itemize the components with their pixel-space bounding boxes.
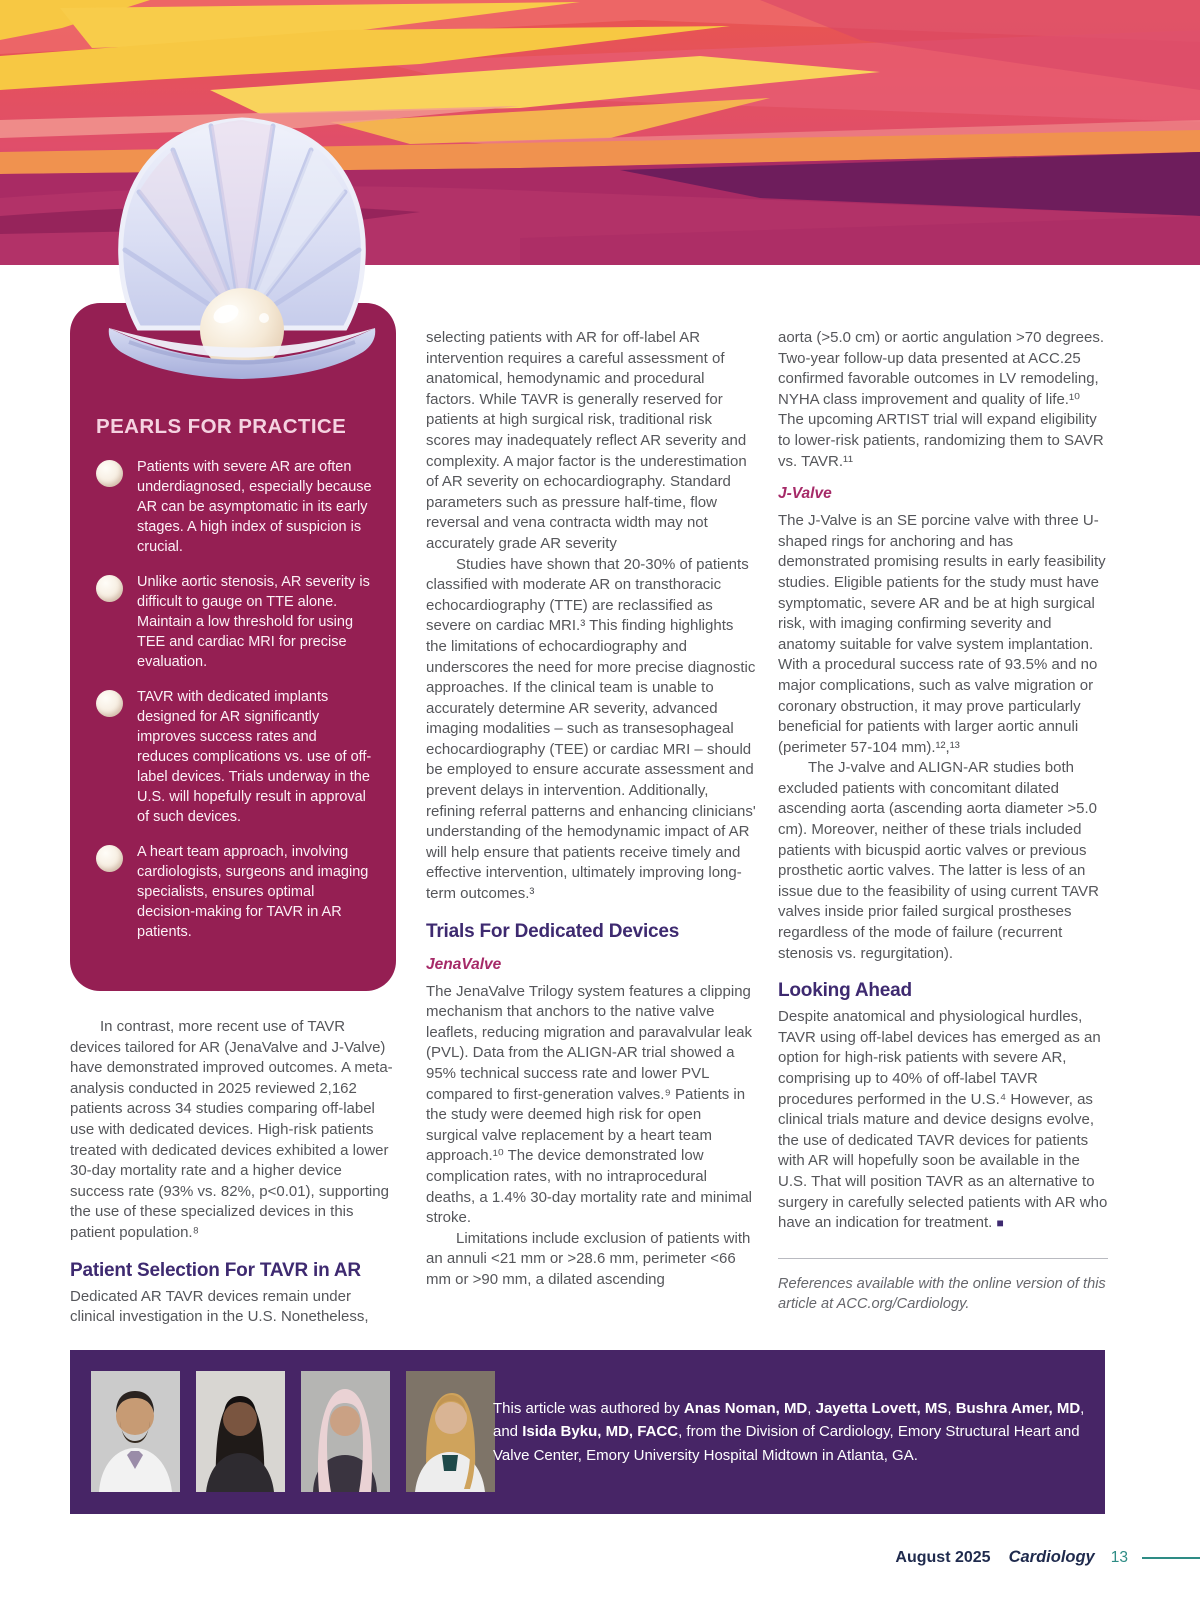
- pearl-bullet-text: Patients with severe AR are often underdiagnosed, especially because AR can be asymptomatic in its early stages. A high index of suspicion is crucial.: [137, 459, 372, 555]
- credit-prefix: This article was authored by: [493, 1400, 684, 1418]
- body-paragraph: Dedicated AR TAVR devices remain under clinical investigation in the U.S. Nonetheless,: [70, 1287, 369, 1326]
- author-photo-bushra-amer: [301, 1371, 390, 1492]
- body-paragraph: The J-valve and ALIGN-AR studies both excluded patients with concomitant dilated ascending aorta (ascending aorta diameter >5.0 cm). Moreover, neither of these trials included patients with bicuspid aortic valves or previous prosthetic aortic valves. The latter is less of an issue due to the feasibility of using current TAVR valves inside prior failed surgical prostheses regardless of the mode of failure (recurrent stenosis vs. regurgitation).: [778, 759, 1099, 962]
- body-paragraph: selecting patients with AR for off-label AR intervention requires a careful assessment of anatomical, hemodynamic and procedural factors. While TAVR is generally reserved for patients at high surgical risk, traditional risk scores may inadequately reflect AR severity and complexity. A major factor is the underestimation of AR severity on echocardiography. Standard parameters such as pressure half-time, flow reversal and vena contracta width may not accurately grade AR severity: [426, 329, 747, 552]
- body-paragraph: Studies have shown that 20-30% of patients classified with moderate AR on transthoracic echocardiography (TTE) are reclassified as severe on cardiac MRI.³ This finding highlights the limitations of echocardiography and underscores the need for more precise diagnostic approaches. If the clinical team is unable to accurately determine AR severity, advanced imaging modalities – such as transesophageal echocardiography (TEE) or cardiac MRI – should be employed to ensure accurate assessment and prevent delays in intervention. Additionally, refining referral patterns and enhancing clinicians' understanding of the hemodynamic impact of AR will help ensure that patients receive timely and effective intervention, ultimately improving long-term outcomes.³: [426, 555, 756, 903]
- device-subhead-jvalve: J-Valve: [778, 485, 832, 503]
- author-attribution-box: [70, 1350, 1105, 1514]
- closing-paragraph-text: Despite anatomical and physiological hurdles, TAVR using off-label devices has emerged as an option for high-risk patients with severe AR, comprising up to 40% of off-label TAVR procedures performed in the U.S.⁴ However, as clinical trials mature and device designs evolve, the use of dedicated TAVR devices for patients with AR will hopefully soon be available in the U.S. That will position TAVR as an alternative to surgery in carefully selected patients with AR who have an indication for treatment.: [778, 1008, 1108, 1232]
- pearl-bullet-item: [96, 457, 372, 557]
- credit-suffix: , from the Division of Cardiology, Emory Structural Heart and Valve Center, Emory University Hospital Midtown in Atlanta, GA.: [493, 1423, 1080, 1464]
- headshot-placeholder: [91, 1371, 180, 1492]
- body-paragraph: Limitations include exclusion of patients with an annuli <21 mm or >28.6 mm, perimeter <66 mm or >90 mm, a dilated ascending: [426, 1229, 751, 1288]
- pearls-for-practice-callout: [70, 303, 396, 991]
- shell-graphic: [80, 90, 404, 394]
- author-name: Bushra Amer, MD: [955, 1400, 1081, 1418]
- body-paragraph: aorta (>5.0 cm) or aortic angulation >70 degrees. Two-year follow-up data presented at ACC.25 confirmed favorable outcomes in LV remodeling, NYHA class improvement and quality of life.¹⁰ The upcoming ARTIST trial will expand eligibility to lower-risk patients, randomizing them to SAVR vs. TAVR.¹¹: [778, 329, 1105, 470]
- author-name: Isida Byku, MD, FACC: [522, 1423, 679, 1441]
- credit-separator: , and: [493, 1400, 1085, 1441]
- credit-separator: ,: [947, 1400, 956, 1418]
- page-number: 13: [1110, 1548, 1128, 1566]
- headshot-placeholder: [406, 1371, 495, 1492]
- body-paragraph: [778, 1007, 1108, 1234]
- pearls-title: PEARLS FOR PRACTICE: [96, 415, 347, 438]
- author-name: Anas Noman, MD: [683, 1400, 808, 1418]
- author-name: Jayetta Lovett, MS: [815, 1400, 948, 1418]
- section-heading-looking-ahead: Looking Ahead: [778, 980, 912, 1002]
- article-end-square-icon: ■: [996, 1216, 1004, 1231]
- pearl-bullet-item: [96, 842, 372, 942]
- pearl-bullet-text: A heart team approach, involving cardiologists, surgeons and imaging specialists, ensures optimal decision-making for TAVR in AR patients.: [137, 844, 369, 940]
- pearl-bullet-text: TAVR with dedicated implants designed for AR significantly improves success rates and reduces complications vs. use of off-label devices. Trials underway in the U.S. will hopefully result in approval of such devices.: [137, 689, 372, 825]
- author-photo-isida-byku: [406, 1371, 495, 1492]
- pearl-icon: [96, 845, 123, 872]
- pearl-bullet-item: [96, 572, 372, 672]
- device-subhead-jenavalve: JenaValve: [426, 955, 502, 973]
- footer-rule: [1142, 1557, 1200, 1559]
- author-photo-anas-noman: [91, 1371, 180, 1492]
- pearl-icon: [96, 690, 123, 717]
- section-heading-patient-selection: Patient Selection For TAVR in AR: [70, 1259, 361, 1281]
- author-credit-text: [493, 1397, 1098, 1467]
- pearl-icon: [96, 575, 123, 602]
- section-heading-trials: Trials For Dedicated Devices: [426, 920, 680, 942]
- body-paragraph: The JenaValve Trilogy system features a clipping mechanism that anchors to the native valve leaflets, reducing migration and paravalvular leak (PVL). Data from the ALIGN-AR trial showed a 95% technical success rate and lower PVL compared to first-generation valves.⁹ Patients in the study were deemed high risk for open surgical valve replacement by a heart team approach.¹⁰ The device demonstrated low complication rates, with no intraprocedural deaths, a 1.4% 30-day mortality rate and minimal stroke.: [426, 982, 753, 1227]
- page-footer: [0, 1548, 1200, 1567]
- pearl-bullet-text: Unlike aortic stenosis, AR severity is difficult to gauge on TTE alone. Maintain a low threshold for using TEE and cardiac MRI for precise evaluation.: [137, 574, 370, 670]
- oyster-shell-pearl-illustration: [80, 90, 404, 394]
- pearl-icon: [96, 460, 123, 487]
- magazine-title: Cardiology: [1008, 1548, 1095, 1566]
- author-photos-row: [91, 1371, 495, 1492]
- body-paragraph: The J-Valve is an SE porcine valve with three U-shaped rings for anchoring and has demonstrated promising results in early feasibility studies. Eligible patients for the study must have symptomatic, severe AR and be at high surgical risk, with imaging confirming severity and anatomy suitable for valve system implantation. With a procedural success rate of 93.5% and no major complications, such as valve migration or coronary obstruction, it may prove particularly beneficial for patients with larger aortic annuli (perimeter 57-104 mm).¹²,¹³: [778, 512, 1106, 756]
- credit-separator: ,: [807, 1400, 816, 1418]
- headshot-placeholder: [196, 1371, 285, 1492]
- column-right: [778, 328, 1108, 1330]
- author-photo-jayetta-lovett: [196, 1371, 285, 1492]
- body-paragraph: In contrast, more recent use of TAVR devices tailored for AR (JenaValve and J-Valve) have demonstrated improved outcomes. A meta-analysis conducted in 2025 reviewed 2,162 patients across 34 studies comparing off-label use with dedicated devices. High-risk patients treated with dedicated devices exhibited a lower 30-day mortality rate and a higher device success rate (93% vs. 82%, p<0.01), supporting the use of these specialized devices in this patient population.⁸: [70, 1018, 393, 1241]
- pearl-bullet-item: [96, 687, 372, 827]
- references-note: References available with the online version of this article at ACC.org/Cardiology.: [778, 1258, 1108, 1315]
- issue-date: August 2025: [895, 1548, 991, 1566]
- column-middle: [426, 328, 756, 1291]
- column-left: [70, 303, 396, 1328]
- headshot-placeholder: [301, 1371, 390, 1492]
